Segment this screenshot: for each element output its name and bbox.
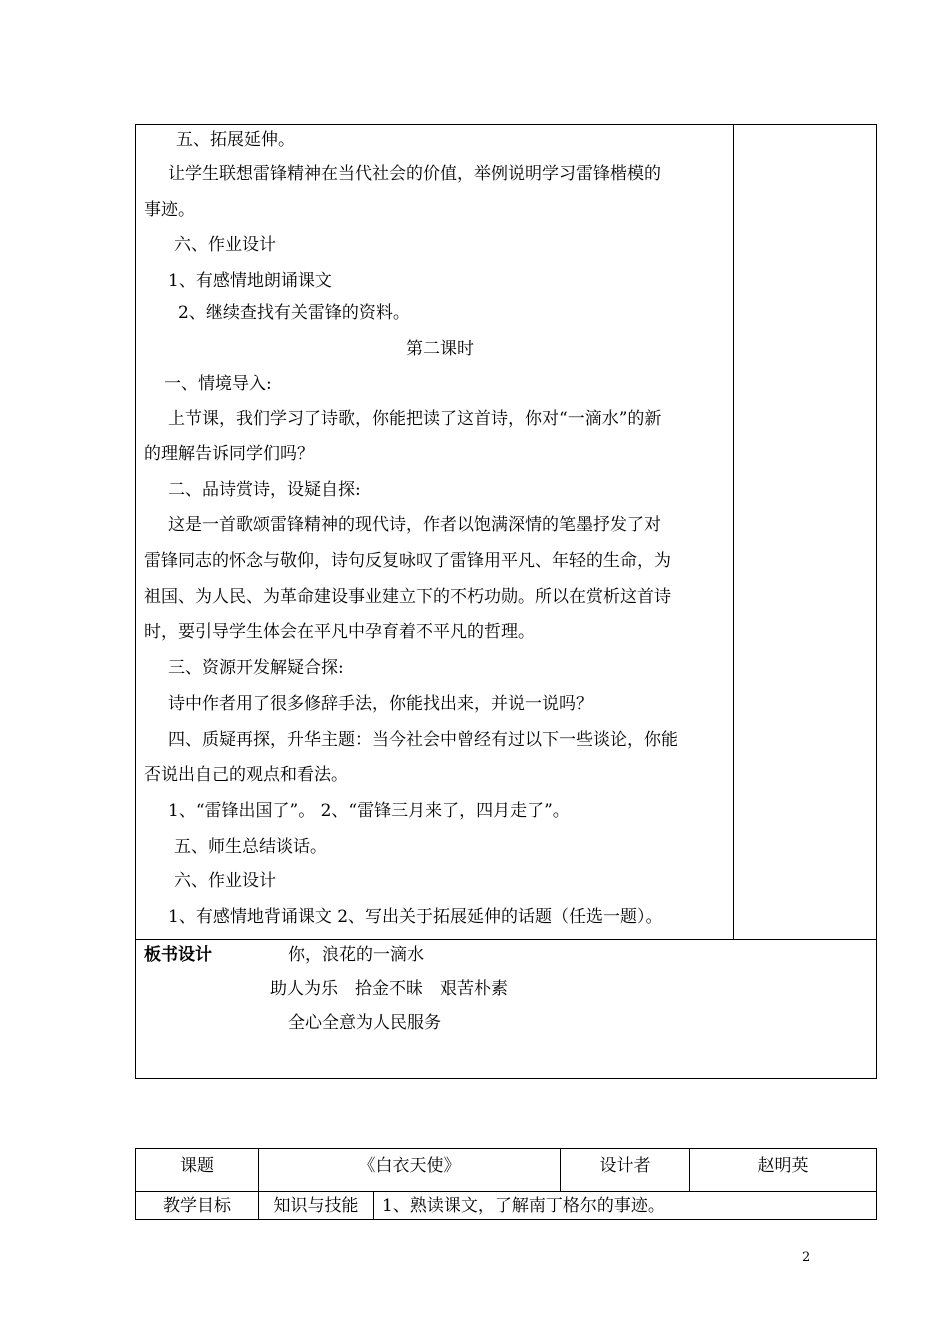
board-design-line: 全心全意为人民服务 xyxy=(288,1013,441,1033)
body-line: 让学生联想雷锋精神在当代社会的价值，举例说明学习雷锋楷模的 xyxy=(168,164,661,184)
designer-label: 设计者 xyxy=(599,1156,651,1176)
body-line: 时，要引导学生体会在平凡中孕育着不平凡的哲理。 xyxy=(144,622,535,642)
body-line: 三、资源开发解疑合探: xyxy=(168,658,344,678)
goal-label: 教学目标 xyxy=(163,1196,231,1216)
body-line: 事迹。 xyxy=(144,200,195,220)
board-design-divider xyxy=(135,939,877,940)
designer-value: 赵明英 xyxy=(757,1156,809,1176)
body-line: 雷锋同志的怀念与敬仰，诗句反复咏叹了雷锋用平凡、年轻的生命，为 xyxy=(144,551,671,571)
page-number: 2 xyxy=(802,1250,811,1265)
body-line: 祖国、为人民、为革命建设事业建立下的不朽功勋。所以在赏析这首诗 xyxy=(144,587,671,607)
body-line: 1、“雷锋出国了”。 2、“雷锋三月来了，四月走了”。 xyxy=(168,801,570,821)
body-line: 2、继续查找有关雷锋的资料。 xyxy=(178,303,410,323)
body-line: 1、有感情地背诵课文 2、写出关于拓展延伸的话题（任选一题）。 xyxy=(168,907,663,927)
notes-column-divider xyxy=(733,124,734,940)
body-line: 五、师生总结谈话。 xyxy=(174,837,327,857)
body-line: 否说出自己的观点和看法。 xyxy=(144,765,348,785)
goal-sub-label: 知识与技能 xyxy=(273,1196,359,1216)
board-design-title: 你，浪花的一滴水 xyxy=(288,945,424,965)
board-design-label: 板书设计 xyxy=(144,945,212,965)
next-table-row-divider xyxy=(135,1191,877,1192)
body-line: 上节课，我们学习了诗歌，你能把读了这首诗，你对“一滴水”的新 xyxy=(168,409,662,429)
section-heading: 第二课时 xyxy=(406,339,474,359)
board-design-line: 助人为乐 拾金不昧 艰苦朴素 xyxy=(270,979,508,999)
topic-label: 课题 xyxy=(180,1156,214,1176)
body-line: 四、质疑再探，升华主题：当今社会中曾经有过以下一些谈论，你能 xyxy=(168,730,678,750)
goal-content: 1、熟读课文，了解南丁格尔的事迹。 xyxy=(382,1196,665,1216)
body-line: 六、作业设计 xyxy=(174,235,276,255)
body-line: 六、作业设计 xyxy=(174,871,276,891)
body-line: 这是一首歌颂雷锋精神的现代诗，作者以饱满深情的笔墨抒发了对 xyxy=(168,515,661,535)
body-line: 一、情境导入: xyxy=(164,374,272,394)
body-line: 诗中作者用了很多修辞手法，你能找出来，并说一说吗？ xyxy=(168,694,593,714)
body-line: 1、有感情地朗诵课文 xyxy=(168,271,332,291)
body-line: 的理解告诉同学们吗？ xyxy=(144,444,314,464)
topic-value: 《白衣天使》 xyxy=(358,1156,461,1176)
next-table-col-divider xyxy=(373,1191,374,1220)
body-line: 五、拓展延伸。 xyxy=(176,130,295,150)
body-line: 二、品诗赏诗，设疑自探: xyxy=(168,480,361,500)
